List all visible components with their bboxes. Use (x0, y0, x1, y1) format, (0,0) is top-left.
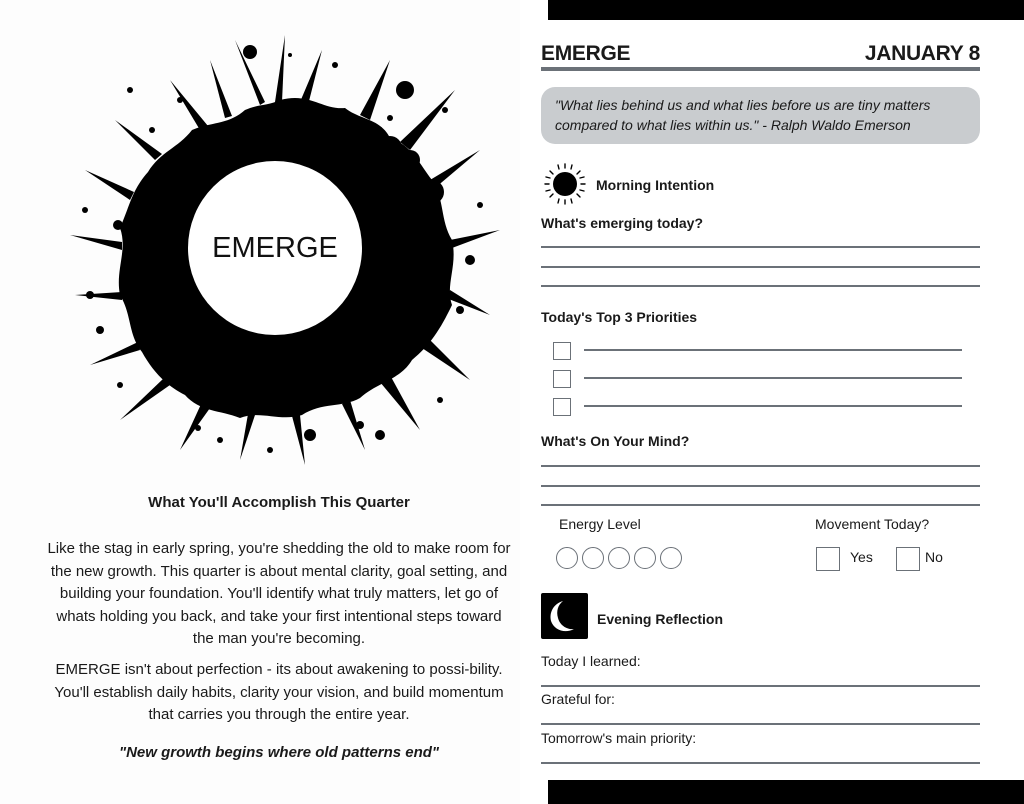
daily-quote: "What lies behind us and what lies before us are tiny matters compared to what lies within us." - Ralph Waldo Emerson (541, 87, 980, 144)
energy-level-3[interactable] (608, 547, 630, 569)
movement-no-label: No (925, 549, 943, 565)
energy-level-2[interactable] (582, 547, 604, 569)
header-rule (541, 67, 980, 71)
tomorrow-priority-line[interactable] (541, 762, 980, 764)
today-learned-label: Today I learned: (541, 653, 641, 669)
priority-row-3 (553, 397, 963, 417)
closing-quote: "New growth begins where old patterns end" (118, 744, 440, 761)
quarter-heading: What You'll Accomplish This Quarter (148, 494, 410, 511)
energy-level-4[interactable] (634, 547, 656, 569)
ink-splash-icon (60, 30, 500, 470)
mind-line-1[interactable] (541, 465, 980, 467)
emerging-line-1[interactable] (541, 246, 980, 248)
priority-1-line[interactable] (584, 349, 962, 351)
movement-yes-checkbox[interactable] (816, 547, 840, 571)
energy-level-rating (556, 547, 682, 569)
moon-icon (541, 593, 588, 639)
today-learned-line[interactable] (541, 685, 980, 687)
morning-intention-title: Morning Intention (596, 177, 715, 193)
mind-title: What's On Your Mind? (541, 433, 690, 449)
emerge-splash-emblem (60, 30, 500, 470)
page-header (541, 42, 980, 66)
quarter-paragraph-1: Like the stag in early spring, you're shedding the old to make room for the new growth. This quarter is about mental clarity, goal setting, and building your foundation. You'll identify what truly matters, let go of whats holding you back, and take your first intentional steps toward the man you're becoming. (47, 540, 511, 647)
emblem-text: EMERGE (212, 231, 338, 264)
page-title: EMERGE (541, 42, 631, 65)
movement-no-checkbox[interactable] (896, 547, 920, 571)
emerging-line-2[interactable] (541, 266, 980, 268)
energy-level-1[interactable] (556, 547, 578, 569)
energy-level-label: Energy Level (559, 516, 641, 532)
priority-2-line[interactable] (584, 377, 962, 379)
mind-line-2[interactable] (541, 485, 980, 487)
grateful-for-line[interactable] (541, 723, 980, 725)
mind-line-3[interactable] (541, 504, 980, 506)
priority-row-2 (553, 369, 963, 389)
energy-level-5[interactable] (660, 547, 682, 569)
quarter-paragraph-2: EMERGE isn't about perfection - its about awakening to possi-bility. You'll establish daily habits, clarity your vision, and build momentum that carries you through the entire year. (54, 661, 504, 723)
priority-3-checkbox[interactable] (553, 398, 571, 416)
priority-3-line[interactable] (584, 405, 962, 407)
evening-reflection-title: Evening Reflection (597, 611, 724, 627)
priority-2-checkbox[interactable] (553, 370, 571, 388)
priority-row-1 (553, 341, 963, 361)
emerging-line-3[interactable] (541, 285, 980, 287)
tomorrow-priority-label: Tomorrow's main priority: (541, 730, 697, 746)
emerging-today-prompt: What's emerging today? (541, 215, 704, 231)
movement-yes-label: Yes (850, 549, 873, 565)
priority-1-checkbox[interactable] (553, 342, 571, 360)
grateful-for-label: Grateful for: (541, 691, 615, 707)
movement-today-label: Movement Today? (815, 516, 930, 532)
bottom-black-bar (548, 780, 1024, 804)
sun-icon (543, 162, 587, 206)
page-date: JANUARY 8 (864, 42, 980, 65)
top-black-bar (548, 0, 1024, 20)
priorities-title: Today's Top 3 Priorities (541, 309, 698, 325)
